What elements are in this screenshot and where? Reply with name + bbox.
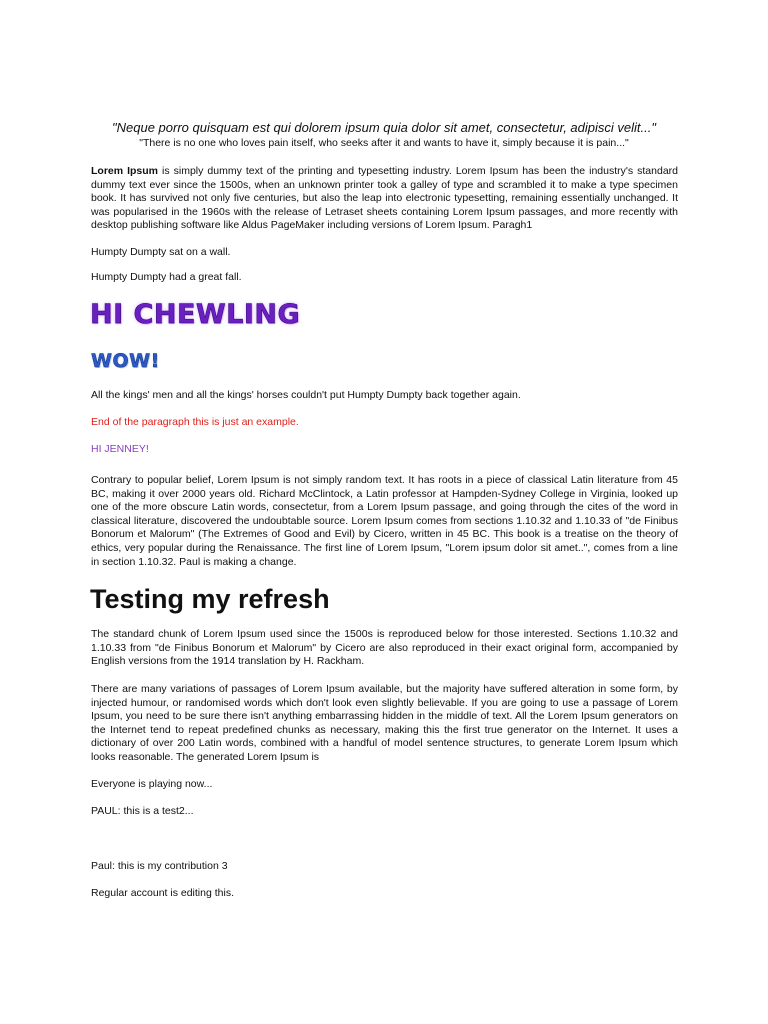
paul-test-line: PAUL: this is a test2... xyxy=(91,805,194,817)
regular-account-line: Regular account is editing this. xyxy=(91,887,234,899)
humpty-line-2: Humpty Dumpty had a great fall. xyxy=(91,271,242,283)
heading-hi-chewling: HI CHEWLING xyxy=(90,299,301,330)
intro-paragraph xyxy=(91,165,678,233)
quote-translation: "There is no one who loves pain itself, who seeks after it and wants to have it, simply because it is pain..." xyxy=(139,137,629,149)
intro-text: is simply dummy text of the printing and typesetting industry. Lorem Ipsum has been the industry's standard dummy text ever since the 1500s, when an unknown printer took a galley of type and scrambled it to make a type specimen book. It has survived not only five centuries, but also the leap into electronic typesetting, remaining essentially unchanged. It was popularised in the 1960s with the release of Letraset sheets containing Lorem Ipsum passages, and more recently with desktop publishing software like Aldus PageMaker including versions of Lorem Ipsum. Paragh1 xyxy=(91,165,679,232)
variations-paragraph: There are many variations of passages of Lorem Ipsum available, but the majority have suffered alteration in some form, by injected humour, or randomised words which don't look even slightly believable. If you are going to use a passage of Lorem Ipsum, you need to be sure there isn't anything embarrassing hidden in the middle of text. All the Lorem Ipsum generators on the Internet tend to repeat predefined chunks as necessary, making this the first true generator on the Internet. It uses a dictionary of over 200 Latin words, combined with a handful of model sentence structures, to generate Lorem Ipsum which looks reasonable. The generated Lorem Ipsum is xyxy=(91,683,678,763)
kings-men-line: All the kings' men and all the kings' horses couldn't put Humpty Dumpty back together again. xyxy=(91,389,521,401)
end-of-paragraph-line: End of the paragraph this is just an example. xyxy=(91,416,299,428)
humpty-line-1: Humpty Dumpty sat on a wall. xyxy=(91,246,231,258)
standard-chunk-paragraph: The standard chunk of Lorem Ipsum used since the 1500s is reproduced below for those interested. Sections 1.10.32 and 1.10.33 from "de Finibus Bonorum et Malorum" by Cicero are also reproduced in their exact original form, accompanied by English versions from the 1914 translation by H. Rackham. xyxy=(91,628,678,668)
latin-quote: "Neque porro quisquam est qui dolorem ipsum quia dolor sit amet, consectetur, adipisci velit..." xyxy=(112,120,656,135)
intro-bold-lead: Lorem Ipsum xyxy=(91,165,159,177)
heading-wow: WOW! xyxy=(91,350,160,372)
contrary-paragraph: Contrary to popular belief, Lorem Ipsum is not simply random text. It has roots in a piece of classical Latin literature from 45 BC, making it over 2000 years old. Richard McClintock, a Latin professor at Hampden-Sydney College in Virginia, looked up one of the more obscure Latin words, consectetur, from a Lorem Ipsum passage, and going through the cites of the word in classical literature, discovered the undoubtable source. Lorem Ipsum comes from sections 1.10.32 and 1.10.33 of "de Finibus Bonorum et Malorum" (The Extremes of Good and Evil) by Cicero, written in 45 BC. This book is a treatise on the theory of ethics, very popular during the Renaissance. The first line of Lorem Ipsum, "Lorem ipsum dolor sit amet..", comes from a line in section 1.10.32. Paul is making a change. xyxy=(91,474,678,568)
everyone-playing-line: Everyone is playing now... xyxy=(91,778,213,790)
paul-contribution-line: Paul: this is my contribution 3 xyxy=(91,860,228,872)
hi-jenney-line: HI JENNEY! xyxy=(91,443,149,455)
heading-testing-my-refresh: Testing my refresh xyxy=(90,584,330,614)
